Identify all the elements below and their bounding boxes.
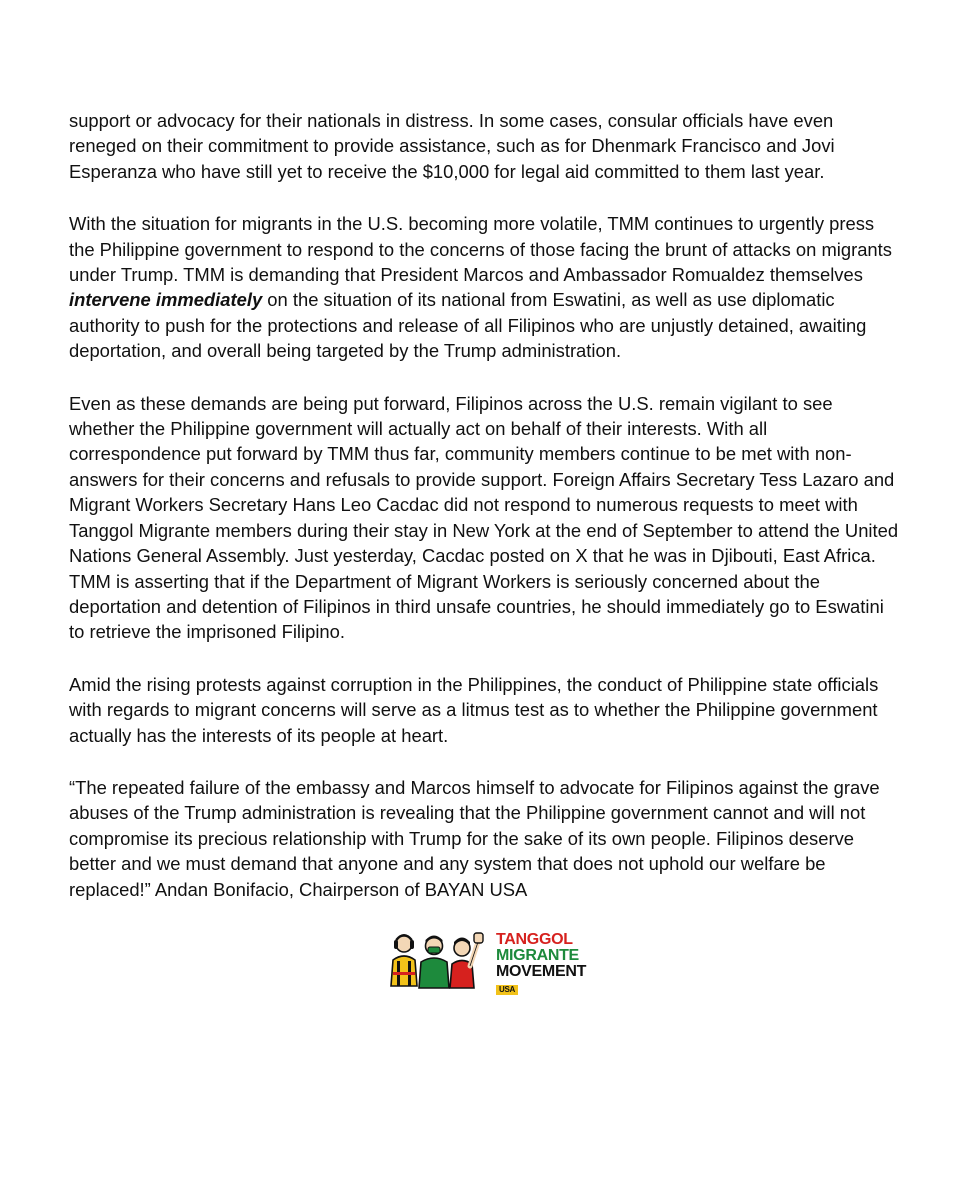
workers-illustration-icon — [388, 928, 488, 990]
paragraph-5-quote: “The repeated failure of the embassy and Marcos himself to advocate for Filipinos against the grave abuses of the Trump administration is revealing that the Philippine government cannot and will not compromise its precious relationship with Trump for the sake of its own people. Filipinos deserve better and we must demand that anyone and any system that does not uphold our welfare be replaced!” Andan Bonifacio, Chairperson of BAYAN USA — [69, 776, 880, 900]
logo-line-migrante: MIGRANTE — [496, 947, 579, 964]
paragraph-2-text-end: on the situation of its national from Eswatini, as well as use diplomatic authority to push for the protections and release of all Filipinos who are unjustly detained, awaiting deportation, and overall being targeted by the Trump administration. — [69, 289, 867, 362]
paragraph-2-text-start: With the situation for migrants in the U.S. becoming more volatile, TMM continues to urgently press the Philippine government to respond to the concerns of those facing the brunt of attacks on migrants under Trump. TMM is demanding that President Marcos and Ambassador Romualdez themselves — [69, 213, 892, 286]
press-release-body — [69, 108, 899, 929]
paragraph-3: Even as these demands are being put forward, Filipinos across the U.S. remain vigilant to see whether the Philippine government will actually act on behalf of their interests. With all correspondence put forward by TMM thus far, community members continue to be met with non-answers for their concerns and refusals to provide support. Foreign Affairs Secretary Tess Lazaro and Migrant Workers Secretary Hans Leo Cacdac did not respond to numerous requests to meet with Tanggol Migrante members during their stay in New York at the end of September to attend the United Nations General Assembly. Just yesterday, Cacdac posted on X that he was in Djibouti, East Africa. TMM is asserting that if the Department of Migrant Workers is seriously concerned about the deportation and detention of Filipinos in third unsafe countries, he should immediately go to Eswatini to retrieve the imprisoned Filipino. — [69, 392, 899, 643]
tanggol-migrante-logo — [388, 928, 588, 994]
paragraph-4: Amid the rising protests against corruption in the Philippines, the conduct of Philippine state officials with regards to migrant concerns will serve as a litmus test as to whether the Philippine government actually has the interests of its people at heart. — [69, 673, 879, 746]
paragraph-1: support or advocacy for their nationals in distress. In some cases, consular officials have even reneged on their commitment to provide assistance, such as for Dhenmark Francisco and Jovi Esperanza who have still yet to receive the $10,000 for legal aid committed to them last year. — [69, 110, 835, 182]
paragraph-2 — [69, 211, 899, 363]
logo-line-movement: MOVEMENT — [496, 963, 587, 980]
logo-line-tanggol: TANGGOL — [496, 931, 573, 948]
logo-line-usa: USA — [496, 985, 518, 995]
logo-wordmark — [496, 932, 586, 996]
paragraph-2-emphasis: intervene immediately — [69, 289, 263, 311]
